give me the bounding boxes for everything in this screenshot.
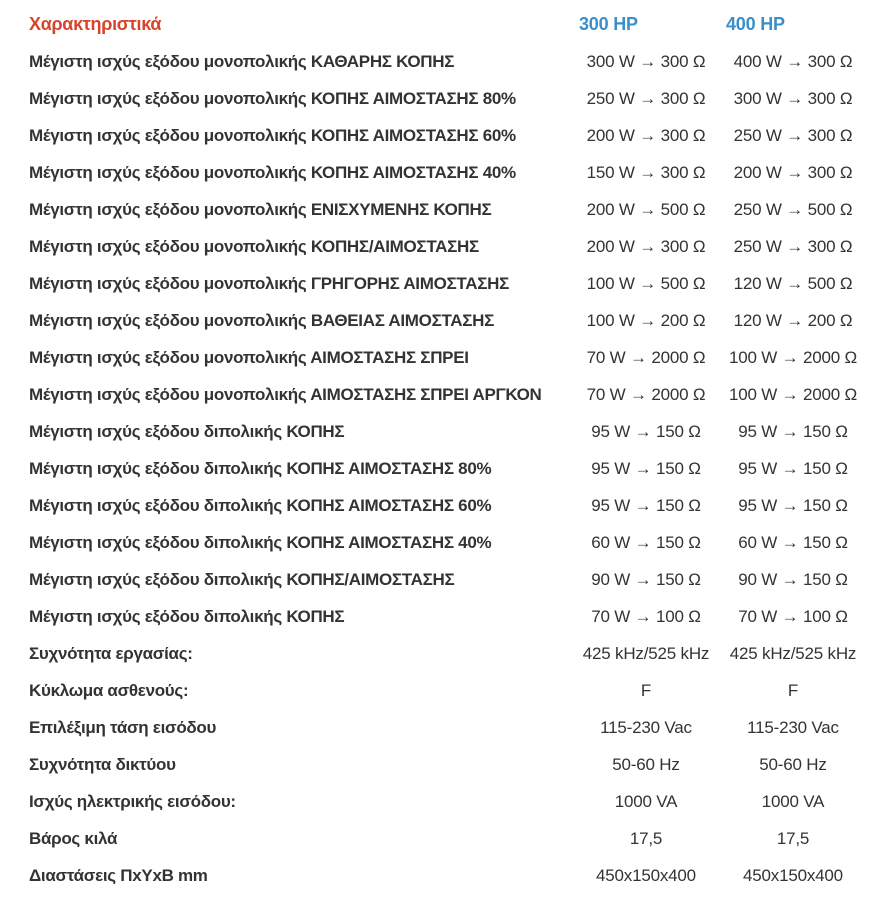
spec-label: Μέγιστη ισχύς εξόδου διπολικής ΚΟΠΗΣ ΑΙΜΟΣΤΑΣΗΣ 60% [29, 496, 492, 515]
table-row [0, 783, 893, 820]
spec-value-300hp: 70 W → 2000 Ω [586, 385, 706, 404]
spec-value-400hp: 120 W → 200 Ω [733, 311, 853, 330]
spec-value-400hp: 250 W → 500 Ω [733, 200, 853, 219]
spec-label: Μέγιστη ισχύς εξόδου διπολικής ΚΟΠΗΣ ΑΙΜΟΣΤΑΣΗΣ 40% [29, 533, 492, 552]
spec-label: Βάρος κιλά [29, 829, 118, 848]
spec-value-400hp: 17,5 [776, 829, 810, 848]
spec-value-400hp: 200 W → 300 Ω [733, 163, 853, 182]
spec-value-300hp: 17,5 [629, 829, 663, 848]
spec-label: Μέγιστη ισχύς εξόδου μονοπολικής ΚΟΠΗΣ ΑΙΜΟΣΤΑΣΗΣ 40% [29, 163, 516, 182]
spec-value-400hp: F [787, 681, 799, 700]
table-row [0, 80, 893, 117]
table-row [0, 265, 893, 302]
table-row [0, 672, 893, 709]
spec-value-300hp: 115-230 Vac [600, 718, 692, 737]
spec-value-400hp: 100 W → 2000 Ω [728, 385, 858, 404]
spec-value-300hp: 95 W → 150 Ω [591, 459, 701, 478]
spec-value-300hp: 100 W → 200 Ω [586, 311, 706, 330]
spec-value-400hp: 90 W → 150 Ω [738, 570, 848, 589]
spec-value-300hp: 150 W → 300 Ω [586, 163, 706, 182]
spec-label: Μέγιστη ισχύς εξόδου διπολικής ΚΟΠΗΣ ΑΙΜΟΣΤΑΣΗΣ 80% [29, 459, 492, 478]
spec-label: Μέγιστη ισχύς εξόδου μονοπολικής ΓΡΗΓΟΡΗΣ ΑΙΜΟΣΤΑΣΗΣ [29, 274, 509, 293]
spec-value-400hp: 250 W → 300 Ω [733, 126, 853, 145]
table-row [0, 450, 893, 487]
spec-value-400hp: 70 W → 100 Ω [738, 607, 848, 626]
table-row [0, 635, 893, 672]
table-row [0, 820, 893, 857]
table-row [0, 376, 893, 413]
spec-label: Μέγιστη ισχύς εξόδου μονοπολικής ΒΑΘΕΙΑΣ ΑΙΜΟΣΤΑΣΗΣ [29, 311, 495, 330]
table-row [0, 191, 893, 228]
spec-value-400hp: 300 W → 300 Ω [733, 89, 853, 108]
table-row [0, 339, 893, 376]
spec-label: Μέγιστη ισχύς εξόδου διπολικής ΚΟΠΗΣ/ΑΙΜΟΣΤΑΣΗΣ [29, 570, 455, 589]
spec-value-300hp: 95 W → 150 Ω [591, 422, 701, 441]
spec-value-400hp: 50-60 Hz [759, 755, 827, 774]
spec-label: Μέγιστη ισχύς εξόδου μονοπολικής ΑΙΜΟΣΤΑΣΗΣ ΣΠΡΕΙ ΑΡΓΚΟΝ [29, 385, 542, 404]
column-header-300hp: 300 HP [579, 14, 638, 34]
table-row [0, 43, 893, 80]
table-row [0, 487, 893, 524]
spec-value-300hp: 200 W → 500 Ω [586, 200, 706, 219]
table-row [0, 857, 893, 894]
spec-value-400hp: 450x150x400 [743, 866, 843, 885]
spec-value-400hp: 115-230 Vac [747, 718, 839, 737]
spec-value-300hp: 200 W → 300 Ω [586, 126, 706, 145]
spec-value-300hp: 450x150x400 [596, 866, 696, 885]
table-row [0, 154, 893, 191]
table-row [0, 302, 893, 339]
spec-value-300hp: 250 W → 300 Ω [586, 89, 706, 108]
spec-label: Μέγιστη ισχύς εξόδου μονοπολικής ΑΙΜΟΣΤΑΣΗΣ ΣΠΡΕΙ [29, 348, 469, 367]
spec-value-400hp: 95 W → 150 Ω [738, 459, 848, 478]
spec-value-300hp: F [640, 681, 652, 700]
table-row [0, 709, 893, 746]
spec-value-300hp: 100 W → 500 Ω [586, 274, 706, 293]
spec-label: Ισχύς ηλεκτρικής εισόδου: [29, 792, 236, 811]
table-title: Χαρακτηριστικά [29, 14, 162, 34]
table-row [0, 117, 893, 154]
spec-value-300hp: 425 kHz/525 kHz [582, 644, 710, 663]
spec-value-300hp: 200 W → 300 Ω [586, 237, 706, 256]
spec-value-400hp: 100 W → 2000 Ω [728, 348, 858, 367]
table-row [0, 228, 893, 265]
spec-value-400hp: 95 W → 150 Ω [738, 422, 848, 441]
spec-value-400hp: 400 W → 300 Ω [733, 52, 853, 71]
header-row [0, 6, 893, 43]
spec-label: Μέγιστη ισχύς εξόδου μονοπολικής ΚΟΠΗΣ ΑΙΜΟΣΤΑΣΗΣ 60% [29, 126, 516, 145]
table-row [0, 413, 893, 450]
spec-label: Συχνότητα εργασίας: [29, 644, 193, 663]
spec-label: Μέγιστη ισχύς εξόδου διπολικής ΚΟΠΗΣ [29, 607, 345, 626]
spec-value-300hp: 300 W → 300 Ω [586, 52, 706, 71]
spec-value-300hp: 95 W → 150 Ω [591, 496, 701, 515]
spec-label: Μέγιστη ισχύς εξόδου μονοπολικής ΚΑΘΑΡΗΣ ΚΟΠΗΣ [29, 52, 455, 71]
spec-value-300hp: 70 W → 2000 Ω [586, 348, 706, 367]
spec-value-300hp: 60 W → 150 Ω [591, 533, 701, 552]
spec-value-400hp: 60 W → 150 Ω [738, 533, 848, 552]
spec-label: Μέγιστη ισχύς εξόδου μονοπολικής ΕΝΙΣΧΥΜΕΝΗΣ ΚΟΠΗΣ [29, 200, 492, 219]
spec-label: Μέγιστη ισχύς εξόδου μονοπολικής ΚΟΠΗΣ/ΑΙΜΟΣΤΑΣΗΣ [29, 237, 479, 256]
spec-value-300hp: 1000 VA [614, 792, 678, 811]
spec-label: Μέγιστη ισχύς εξόδου μονοπολικής ΚΟΠΗΣ ΑΙΜΟΣΤΑΣΗΣ 80% [29, 89, 516, 108]
spec-value-400hp: 425 kHz/525 kHz [729, 644, 857, 663]
column-header-400hp: 400 HP [726, 14, 785, 34]
spec-value-400hp: 95 W → 150 Ω [738, 496, 848, 515]
spec-value-400hp: 1000 VA [761, 792, 825, 811]
spec-value-300hp: 50-60 Hz [612, 755, 680, 774]
table-row [0, 598, 893, 635]
table-row [0, 561, 893, 598]
spec-label: Κύκλωμα ασθενούς: [29, 681, 189, 700]
spec-label: Επιλέξιμη τάση εισόδου [29, 718, 217, 737]
spec-value-300hp: 70 W → 100 Ω [591, 607, 701, 626]
spec-value-300hp: 90 W → 150 Ω [591, 570, 701, 589]
table-row [0, 524, 893, 561]
spec-value-400hp: 250 W → 300 Ω [733, 237, 853, 256]
spec-label: Διαστάσεις ΠxΥxΒ mm [29, 866, 208, 885]
table-row [0, 746, 893, 783]
spec-label: Μέγιστη ισχύς εξόδου διπολικής ΚΟΠΗΣ [29, 422, 345, 441]
spec-label: Συχνότητα δικτύου [29, 755, 176, 774]
spec-value-400hp: 120 W → 500 Ω [733, 274, 853, 293]
